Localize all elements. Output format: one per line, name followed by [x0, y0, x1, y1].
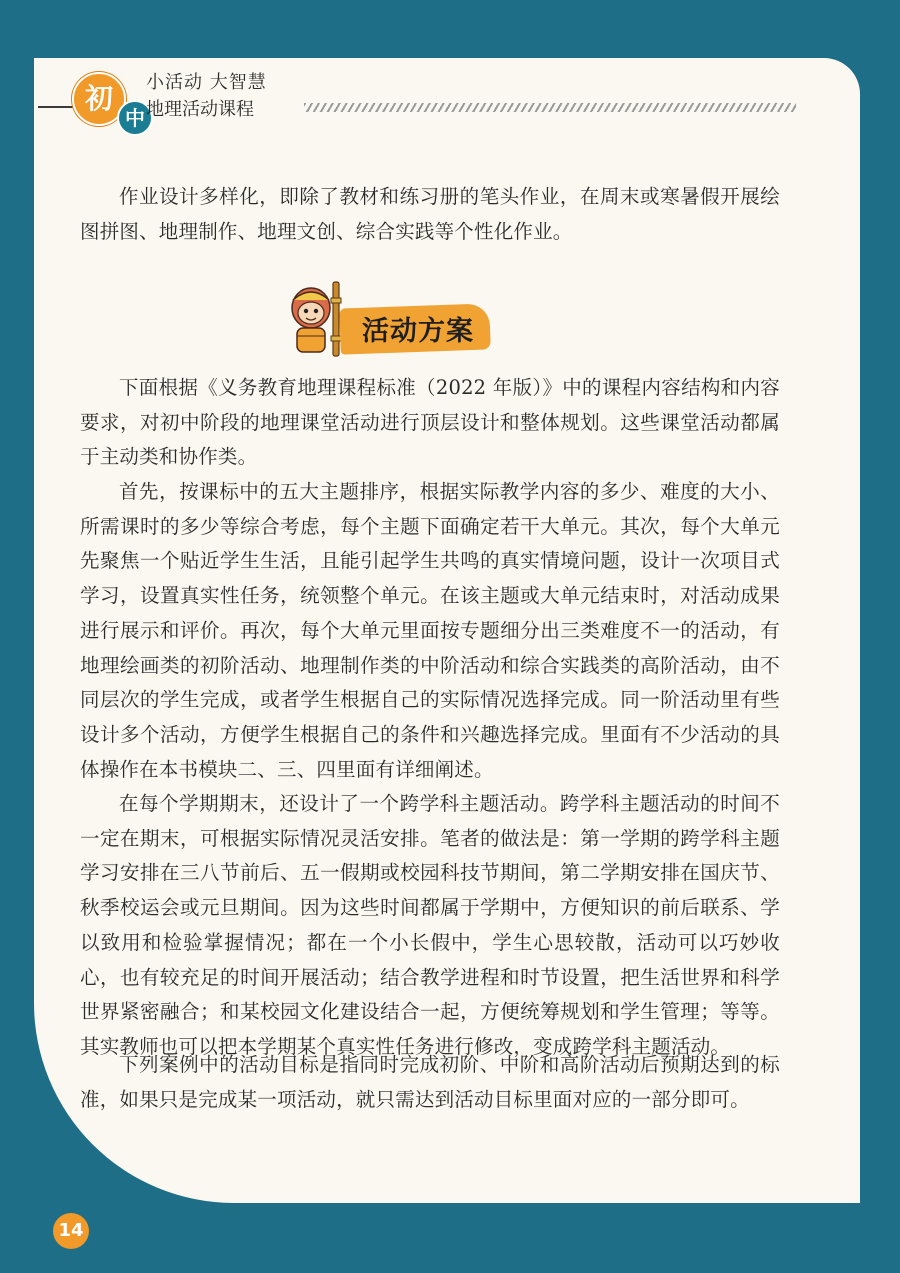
paragraph-objectives: 下列案例中的活动目标是指同时完成初阶、中阶和高阶活动后预期达到的标准，如果只是完成某一项活动，就只需达到活动目标里面对应的一部分即可。: [80, 1053, 780, 1111]
header-rule: [38, 106, 76, 108]
section-title: 活动方案: [362, 316, 474, 347]
series-badge-zhong: 中: [117, 100, 153, 136]
page-number: 14: [53, 1213, 89, 1249]
header-hatch-divider: [304, 103, 796, 112]
series-title: 小活动 大智慧: [146, 72, 267, 93]
paragraph-intro: 作业设计多样化，即除了教材和练习册的笔头作业，在周末或寒暑假开展绘图拼图、地理制作、地理文创、综合实践等个性化作业。: [80, 185, 780, 243]
series-subtitle: 地理活动课程: [146, 99, 254, 120]
paragraph-structure: 首先，按课标中的五大主题排序，根据实际教学内容的多少、难度的大小、所需课时的多少等综合考虑，每个主题下面确定若干大单元。其次，每个大单元先聚焦一个贴近学生生活，且能引起学生共鸣的真实情境问题，设计一次项目式学习，设置真实性任务，统领整个单元。在该主题或大单元结束时，对活动成果进行展示和评价。再次，每个大单元里面按专题细分出三类难度不一的活动，有地理绘画类的初阶活动、地理制作类的中阶活动和综合实践类的高阶活动，由不同层次的学生完成，或者学生根据自己的实际情况选择完成。同一阶活动里有些设计多个活动，方便学生根据自己的条件和兴趣选择完成。里面有不少活动的具体操作在本书模块二、三、四里面有详细阐述。: [80, 480, 780, 781]
series-badge-chu: 初: [72, 72, 126, 126]
paragraph-interdisciplinary: 在每个学期期末，还设计了一个跨学科主题活动。跨学科主题活动的时间不一定在期末，可根据实际情况灵活安排。笔者的做法是：第一学期的跨学科主题学习安排在三八节前后、五一假期或校园科技节期间，第二学期安排在国庆节、秋季校运会或元旦期间。因为这些时间都属于学期中，方便知识的前后联系、学以致用和检验掌握情况；都在一个小长假中，学生心思较散，活动可以巧妙收心，也有较充足的时间开展活动；结合教学进程和时节设置，把生活世界和科学世界紧密融合；和某校园文化建设结合一起，方便统筹规划和学生管理；等等。其实教师也可以把本学期某个真实性任务进行修改，变成跨学科主题活动。: [80, 792, 780, 1058]
paragraph-plan: 下面根据《义务教育地理课程标准（2022 年版）》中的课程内容结构和内容要求，对初中阶段的地理课堂活动进行顶层设计和整体规划。这些课堂活动都属于主动类和协作类。: [80, 376, 780, 469]
